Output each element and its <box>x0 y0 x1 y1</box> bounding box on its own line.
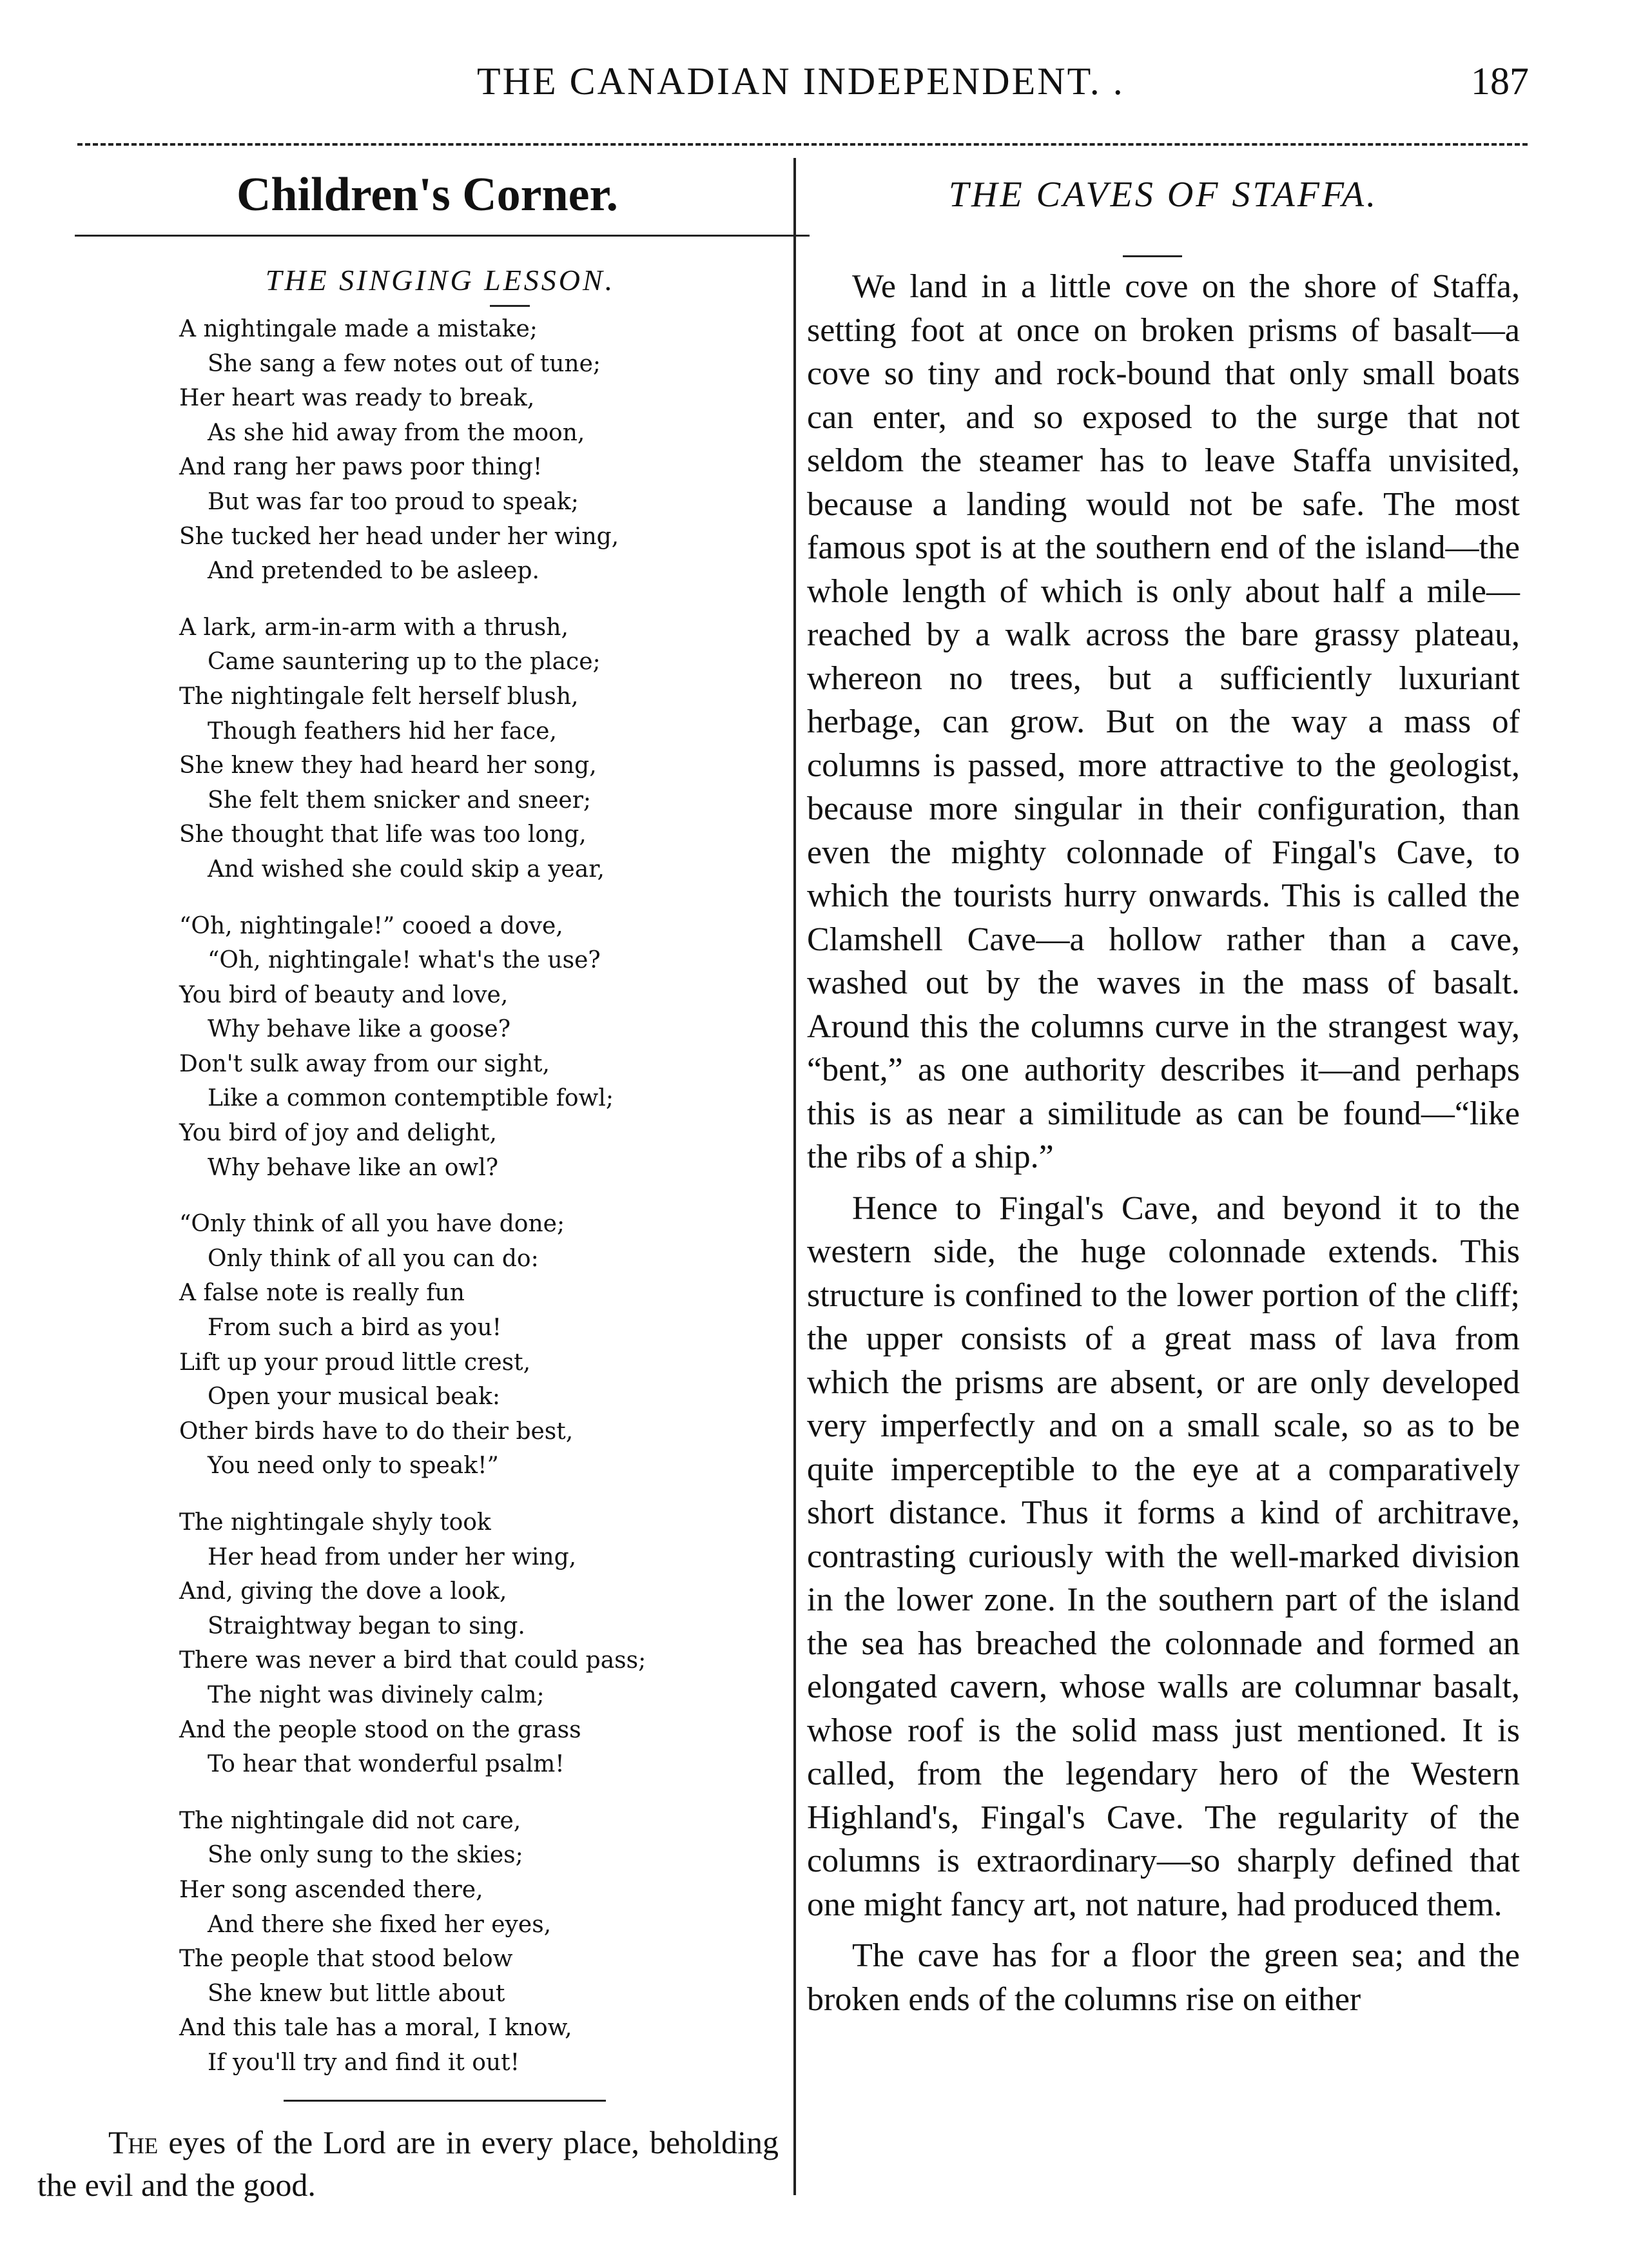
poem-line: Other birds have to do their best, <box>179 1418 574 1445</box>
poem-line: The nightingale shyly took <box>179 1509 491 1536</box>
article-paragraph: The cave has for a floor the green sea; and the broken ends of the columns rise on either <box>807 1937 1520 2018</box>
poem-title: THE SINGING LESSON. <box>265 264 616 297</box>
poem-line: The night was divinely calm; <box>208 1681 545 1708</box>
poem-line: Don't sulk away from our sight, <box>179 1050 550 1077</box>
page-header <box>0 59 1632 124</box>
header-rule <box>77 143 1528 146</box>
poem-line: She tucked her head under her wing, <box>179 523 619 550</box>
poem-line: She sang a few notes out of tune; <box>208 350 601 377</box>
verse-lead-word: The <box>108 2124 159 2160</box>
poem-line: Straightway began to sing. <box>208 1612 525 1639</box>
poem-line: She only sung to the skies; <box>208 1842 523 1869</box>
poem-line: To hear that wonderful psalm! <box>208 1751 565 1778</box>
poem-line: And, giving the dove a look, <box>179 1578 507 1605</box>
article-body <box>807 265 1520 2021</box>
poem-end-rule <box>284 2100 606 2102</box>
poem-line: If you'll try and find it out! <box>208 2049 520 2076</box>
verse-text: eyes of the Lord are in every place, beholding the evil and the good. <box>37 2124 779 2203</box>
section-title: Children's Corner. <box>236 168 619 221</box>
poem-line: The nightingale felt herself blush, <box>179 683 579 710</box>
poem-line: Came sauntering up to the place; <box>208 649 601 676</box>
poem-line: And there she fixed her eyes, <box>208 1911 552 1938</box>
column-divider <box>793 158 796 2195</box>
poem-line: Like a common contemptible fowl; <box>208 1085 614 1112</box>
poem-line: And pretended to be asleep. <box>208 558 539 585</box>
poem-line: You bird of beauty and love, <box>179 981 509 1008</box>
poem-line: She felt them snicker and sneer; <box>208 787 592 814</box>
article-title-rule <box>1123 255 1182 257</box>
poem-line: And rang her paws poor thing! <box>179 454 543 481</box>
poem-line: As she hid away from the moon, <box>208 419 585 446</box>
poem-line: From such a bird as you! <box>208 1315 502 1342</box>
right-column <box>807 162 1520 2021</box>
article-paragraph: We land in a little cove on the shore of Staffa, setting foot at once on broken prisms of basalt—a cove so tiny and rock-bound that only small boats can enter, and so exposed to the surge that not seldom the steamer has to leave Staffa unvisited, because a landing would not be safe. The most famous spot is at the southern end of the island—the whole length of which is only about half a mile—reached by a walk across the bare grassy plateau, whereon no trees, but a sufficiently luxuriant herbage, can grow. But on the way a mass of columns is passed, more attractive to the geologist, because more singular in their configuration, than even the mighty colonnade of Fingal's Cave, to which the tourists hurry onwards. This is called the Clamshell Cave—a hollow rather than a cave, washed out by the waves in the mass of basalt. Around this the columns curve in the strangest way, “bent,” as one authority describes it—and perhaps this is as near a similitude as can be found—“like the ribs of a ship.” <box>807 268 1520 1175</box>
poem-line: She knew but little about <box>208 1980 505 2007</box>
running-title: THE CANADIAN INDEPENDENT. . <box>477 60 1125 103</box>
page-number: 187 <box>1471 60 1529 103</box>
poem-line: Open your musical beak: <box>208 1383 500 1411</box>
poem-line: A false note is really fun <box>179 1280 465 1307</box>
poem-line: “Oh, nightingale!” cooed a dove, <box>179 912 563 939</box>
poem-stanza <box>179 1207 779 1483</box>
poem-line: She knew they had heard her song, <box>179 752 597 779</box>
poem-stanza <box>179 611 779 887</box>
poem-line: Why behave like a goose? <box>208 1016 511 1043</box>
poem-line: But was far too proud to speak; <box>208 488 579 515</box>
poem-line: “Oh, nightingale! what's the use? <box>208 947 601 974</box>
poem-line: You need only to speak!” <box>208 1452 499 1480</box>
poem-line: And wished she could skip a year, <box>208 855 605 883</box>
poem-line: The nightingale did not care, <box>179 1807 521 1834</box>
poem-line: Though feathers hid her face, <box>208 718 557 745</box>
section-rule <box>75 235 810 237</box>
poem-line: And the people stood on the grass <box>179 1716 581 1743</box>
poem-line: Her heart was ready to break, <box>179 385 535 412</box>
poem-title-rule <box>490 305 530 307</box>
poem-line: Her head from under her wing, <box>208 1543 577 1570</box>
article-title: THE CAVES OF STAFFA. <box>948 175 1379 215</box>
poem-line: She thought that life was too long, <box>179 821 587 848</box>
poem-line: A lark, arm-in-arm with a thrush, <box>179 614 568 641</box>
poem-line: “Only think of all you have done; <box>179 1211 565 1238</box>
poem-line: Only think of all you can do: <box>208 1245 539 1272</box>
poem-line: A nightingale made a mistake; <box>179 316 538 342</box>
poem-line: There was never a bird that could pass; <box>179 1647 646 1674</box>
poem-stanza <box>179 1804 779 2080</box>
bible-verse <box>37 2121 779 2206</box>
poem-line: The people that stood below <box>179 1946 513 1973</box>
poem-line: Her song ascended there, <box>179 1876 483 1903</box>
poem <box>179 312 779 2080</box>
poem-line: You bird of joy and delight, <box>179 1120 497 1147</box>
poem-line: And this tale has a moral, I know, <box>179 2015 572 2042</box>
poem-stanza <box>179 1505 779 1782</box>
poem-stanza <box>179 909 779 1186</box>
poem-line: Lift up your proud little crest, <box>179 1349 531 1376</box>
poem-line: Why behave like an owl? <box>208 1154 499 1181</box>
left-column <box>37 162 779 2206</box>
poem-stanza <box>179 312 779 589</box>
article-paragraph: Hence to Fingal's Cave, and beyond it to the western side, the huge colonnade extends. This structure is confined to the lower portion of the cliff; the upper consists of a great mass of lava from which the prisms are absent, or are only developed very imperfectly and on a small scale, so as to be quite imperceptible to the eye at a comparatively short distance. Thus it forms a kind of architrave, contrasting curiously with the well-marked division in the lower zone. In the southern part of the island the sea has breached the colonnade and formed an elongated cavern, whose walls are columnar basalt, whose roof is the solid mass just mentioned. It is called, from the legendary hero of the Western Highland's, Fingal's Cave. The regularity of the columns is extraordinary—so sharply defined that one might fancy art, not nature, had produced them. <box>807 1189 1520 1923</box>
